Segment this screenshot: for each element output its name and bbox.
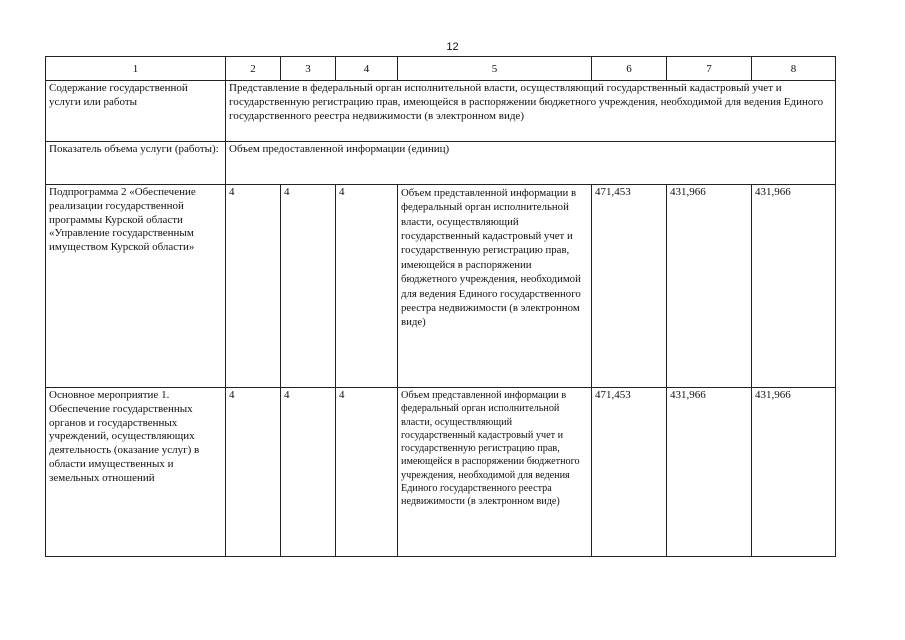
header-cell-8: 8 [752,57,836,81]
row-cell-4: 4 [336,388,398,557]
row-cell-7: 431,966 [667,388,752,557]
table-row [46,185,836,388]
row-cell-2: 4 [226,388,281,557]
header-row [46,57,836,81]
volume-indicator-value: Объем предоставленной информации (единиц) [226,142,836,185]
row-cell-2: 4 [226,185,281,388]
row-cell-4: 4 [336,185,398,388]
page-number: 12 [446,41,459,53]
row-name: Подпрограмма 2 «Обеспечение реализации государственной программы Курской области «Управление государственным имуществом Курской области» [46,185,226,388]
row-cell-3: 4 [281,388,336,557]
volume-indicator-row [46,142,836,185]
row-cell-8: 431,966 [752,185,836,388]
row-name: Основное мероприятие 1. Обеспечение государственных органов и государственных учреждений, осуществляющих деятельность (оказание услуг) в области имущественных и земельных отношений [46,388,226,557]
header-cell-5: 5 [398,57,592,81]
row-cell-7: 431,966 [667,185,752,388]
table-row [46,388,836,557]
row-description: Объем представленной информации в федеральный орган исполнительной власти, осуществляющий государственный кадастровый учет и государственную регистрацию прав, имеющейся в распоряжении бюджетного учреждения, необходимой для ведения Единого государственного реестра недвижимости (в электронном виде) [398,388,592,557]
row-cell-6: 471,453 [592,388,667,557]
volume-indicator-label: Показатель объема услуги (работы): [46,142,226,185]
header-cell-3: 3 [281,57,336,81]
header-cell-1: 1 [46,57,226,81]
row-cell-6: 471,453 [592,185,667,388]
row-cell-8: 431,966 [752,388,836,557]
row-description: Объем представленной информации в федеральный орган исполнительной власти, осуществляющий государственный кадастровый учет и государственную регистрацию прав, имеющейся в распоряжении бюджетного учреждения, необходимой для ведения Единого государственного реестра недвижимости (в электронном виде) [398,185,592,388]
header-cell-7: 7 [667,57,752,81]
row-cell-3: 4 [281,185,336,388]
header-cell-2: 2 [226,57,281,81]
header-cell-4: 4 [336,57,398,81]
data-table [45,56,836,557]
service-content-label: Содержание государственной услуги или работы [46,81,226,142]
service-content-value: Представление в федеральный орган исполнительной власти, осуществляющий государственный кадастровый учет и государственную регистрацию прав, имеющейся в распоряжении бюджетного учреждения, необходимой для ведения Единого государственного реестра недвижимости (в электронном виде) [226,81,836,142]
header-cell-6: 6 [592,57,667,81]
service-content-row [46,81,836,142]
